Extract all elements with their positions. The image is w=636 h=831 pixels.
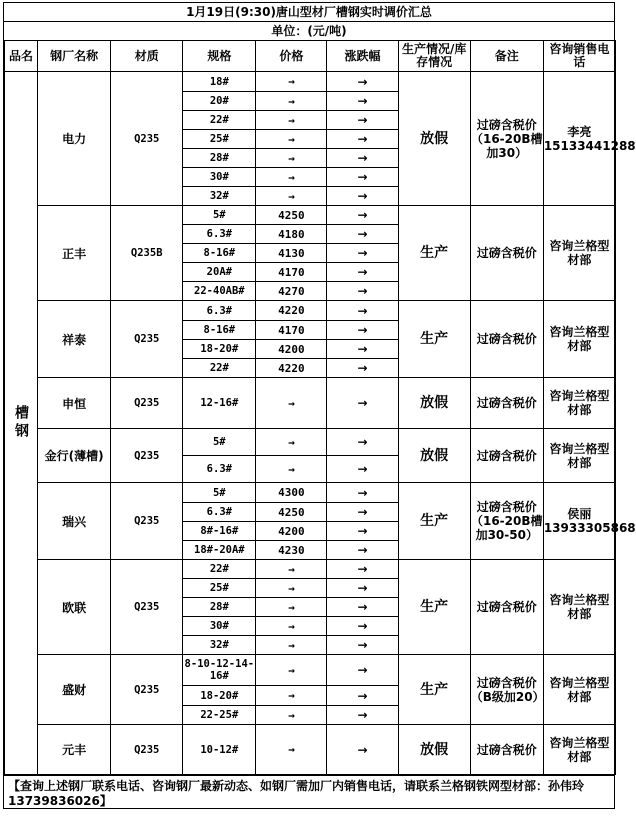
spec-cell: 8#-16# (183, 522, 256, 541)
table-row (5, 655, 616, 686)
spec-cell: 6.3# (183, 503, 256, 522)
table-row (5, 483, 616, 503)
table-row (5, 206, 616, 225)
spec-cell: 5# (183, 429, 256, 456)
status-cell: 生产 (398, 301, 470, 378)
material-cell: Q235 (111, 483, 183, 560)
table-row (5, 725, 616, 775)
price-cell: → (256, 92, 327, 111)
spec-cell: 6.3# (183, 301, 256, 321)
price-sheet (3, 2, 636, 809)
change-cell: → (327, 168, 398, 187)
change-cell: → (327, 725, 398, 775)
price-cell: 4220 (256, 359, 327, 378)
contact-cell: 李亮 15133441288 (543, 72, 615, 206)
header-status: 生产情况/库存情况 (398, 41, 470, 72)
price-cell: → (256, 149, 327, 168)
note-cell: 过磅含税价 (470, 206, 543, 301)
contact-cell: 咨询兰格型材部 (543, 378, 615, 429)
material-cell: Q235 (111, 301, 183, 378)
spec-cell: 18-20# (183, 686, 256, 706)
change-cell: → (327, 282, 398, 301)
change-cell: → (327, 579, 398, 598)
material-cell: Q235 (111, 560, 183, 655)
price-cell: 4270 (256, 282, 327, 301)
spec-cell: 20A# (183, 263, 256, 282)
spec-cell: 30# (183, 617, 256, 636)
price-cell: → (256, 378, 327, 429)
change-cell: → (327, 225, 398, 244)
category-cell: 槽钢 (5, 72, 38, 775)
spec-cell: 6.3# (183, 456, 256, 483)
change-cell: → (327, 359, 398, 378)
spec-cell: 28# (183, 598, 256, 617)
contact-cell: 侯丽 13933305868 (543, 483, 615, 560)
price-cell: → (256, 598, 327, 617)
price-cell: → (256, 686, 327, 706)
change-cell: → (327, 130, 398, 149)
status-cell: 放假 (398, 429, 470, 483)
change-cell: → (327, 598, 398, 617)
table-row (5, 72, 616, 92)
contact-cell: 咨询兰格型材部 (543, 560, 615, 655)
price-cell: → (256, 706, 327, 725)
contact-cell: 咨询兰格型材部 (543, 301, 615, 378)
price-cell: 4250 (256, 206, 327, 225)
price-cell: → (256, 429, 327, 456)
spec-cell: 22-40AB# (183, 282, 256, 301)
change-cell: → (327, 301, 398, 321)
price-table (4, 40, 636, 775)
change-cell: → (327, 429, 398, 456)
spec-cell: 8-16# (183, 244, 256, 263)
status-cell: 放假 (398, 72, 470, 206)
spec-cell: 25# (183, 579, 256, 598)
header-note: 备注 (470, 41, 543, 72)
price-cell: 4250 (256, 503, 327, 522)
contact-cell: 咨询兰格型材部 (543, 429, 615, 483)
change-cell: → (327, 111, 398, 130)
spec-cell: 30# (183, 168, 256, 187)
change-cell: → (327, 92, 398, 111)
spec-cell: 5# (183, 483, 256, 503)
price-cell: → (256, 636, 327, 655)
table-row (5, 429, 616, 456)
header-spec: 规格 (183, 41, 256, 72)
header-mill: 钢厂名称 (38, 41, 111, 72)
change-cell: → (327, 541, 398, 560)
header-material: 材质 (111, 41, 183, 72)
spec-cell: 22# (183, 111, 256, 130)
price-cell: 4180 (256, 225, 327, 244)
material-cell: Q235B (111, 206, 183, 301)
price-cell: → (256, 456, 327, 483)
price-cell: 4300 (256, 483, 327, 503)
spec-cell: 10-12# (183, 725, 256, 775)
change-cell: → (327, 560, 398, 579)
material-cell: Q235 (111, 655, 183, 725)
mill-name-cell: 祥泰 (38, 301, 111, 378)
spec-cell: 32# (183, 636, 256, 655)
contact-cell: 咨询兰格型材部 (543, 725, 615, 775)
spec-cell: 18#-20A# (183, 541, 256, 560)
mill-name-cell: 元丰 (38, 725, 111, 775)
price-cell: 4230 (256, 541, 327, 560)
change-cell: → (327, 503, 398, 522)
material-cell: Q235 (111, 378, 183, 429)
note-cell: 过磅含税价 (470, 301, 543, 378)
mill-name-cell: 欧联 (38, 560, 111, 655)
mill-name-cell: 正丰 (38, 206, 111, 301)
table-row (5, 378, 616, 429)
material-cell: Q235 (111, 725, 183, 775)
price-cell: → (256, 111, 327, 130)
spec-cell: 5# (183, 206, 256, 225)
spec-cell: 12-16# (183, 378, 256, 429)
spec-cell: 25# (183, 130, 256, 149)
spec-cell: 22# (183, 560, 256, 579)
price-cell: → (256, 168, 327, 187)
change-cell: → (327, 187, 398, 206)
spec-cell: 6.3# (183, 225, 256, 244)
change-cell: → (327, 340, 398, 359)
price-cell: → (256, 655, 327, 686)
price-cell: 4220 (256, 301, 327, 321)
change-cell: → (327, 617, 398, 636)
price-cell: 4200 (256, 340, 327, 359)
spec-cell: 8-16# (183, 321, 256, 340)
price-cell: → (256, 560, 327, 579)
footer-contact: 【查询上述钢厂联系电话、咨询钢厂最新动态、如钢厂需加厂内销售电话，请联系兰格钢铁网型材部：孙伟玲13739836026】 (3, 775, 615, 809)
unit-label: 单位：(元/吨) (3, 22, 615, 40)
mill-name-cell: 盛财 (38, 655, 111, 725)
contact-cell: 咨询兰格型材部 (543, 206, 615, 301)
mill-name-cell: 电力 (38, 72, 111, 206)
status-cell: 生产 (398, 483, 470, 560)
sheet-title: 1月19日(9:30)唐山型材厂槽钢实时调价汇总 (3, 2, 615, 22)
change-cell: → (327, 456, 398, 483)
spec-cell: 22# (183, 359, 256, 378)
change-cell: → (327, 522, 398, 541)
status-cell: 生产 (398, 560, 470, 655)
status-cell: 生产 (398, 206, 470, 301)
table-row (5, 560, 616, 579)
price-cell: → (256, 72, 327, 92)
price-cell: 4170 (256, 321, 327, 340)
price-cell: → (256, 725, 327, 775)
header-product: 品名 (5, 41, 38, 72)
price-cell: → (256, 617, 327, 636)
note-cell: 过磅含税价（16-20B槽加30-50） (470, 483, 543, 560)
table-row (5, 301, 616, 321)
header-change: 涨跌幅 (327, 41, 398, 72)
change-cell: → (327, 483, 398, 503)
change-cell: → (327, 244, 398, 263)
status-cell: 放假 (398, 725, 470, 775)
mill-name-cell: 申恒 (38, 378, 111, 429)
price-cell: 4170 (256, 263, 327, 282)
note-cell: 过磅含税价 (470, 725, 543, 775)
note-cell: 过磅含税价 (470, 560, 543, 655)
mill-name-cell: 金行(薄槽) (38, 429, 111, 483)
note-cell: 过磅含税价 (470, 378, 543, 429)
spec-cell: 8-10-12-14-16# (183, 655, 256, 686)
change-cell: → (327, 321, 398, 340)
change-cell: → (327, 706, 398, 725)
price-cell: 4130 (256, 244, 327, 263)
status-cell: 生产 (398, 655, 470, 725)
header-contact: 咨询销售电话 (543, 41, 615, 72)
change-cell: → (327, 72, 398, 92)
mill-name-cell: 瑞兴 (38, 483, 111, 560)
spec-cell: 28# (183, 149, 256, 168)
spec-cell: 22-25# (183, 706, 256, 725)
change-cell: → (327, 636, 398, 655)
note-cell: 过磅含税价 (470, 429, 543, 483)
change-cell: → (327, 686, 398, 706)
material-cell: Q235 (111, 429, 183, 483)
header-price: 价格 (256, 41, 327, 72)
change-cell: → (327, 655, 398, 686)
spec-cell: 18# (183, 72, 256, 92)
status-cell: 放假 (398, 378, 470, 429)
material-cell: Q235 (111, 72, 183, 206)
change-cell: → (327, 149, 398, 168)
price-cell: → (256, 187, 327, 206)
spec-cell: 20# (183, 92, 256, 111)
spec-cell: 18-20# (183, 340, 256, 359)
price-cell: → (256, 579, 327, 598)
price-cell: → (256, 130, 327, 149)
table-body (5, 72, 636, 775)
spec-cell: 32# (183, 187, 256, 206)
price-cell: 4200 (256, 522, 327, 541)
contact-cell: 咨询兰格型材部 (543, 655, 615, 725)
change-cell: → (327, 378, 398, 429)
header-row (5, 41, 616, 72)
note-cell: 过磅含税价（16-20B槽加30） (470, 72, 543, 206)
change-cell: → (327, 263, 398, 282)
note-cell: 过磅含税价（B级加20） (470, 655, 543, 725)
change-cell: → (327, 206, 398, 225)
